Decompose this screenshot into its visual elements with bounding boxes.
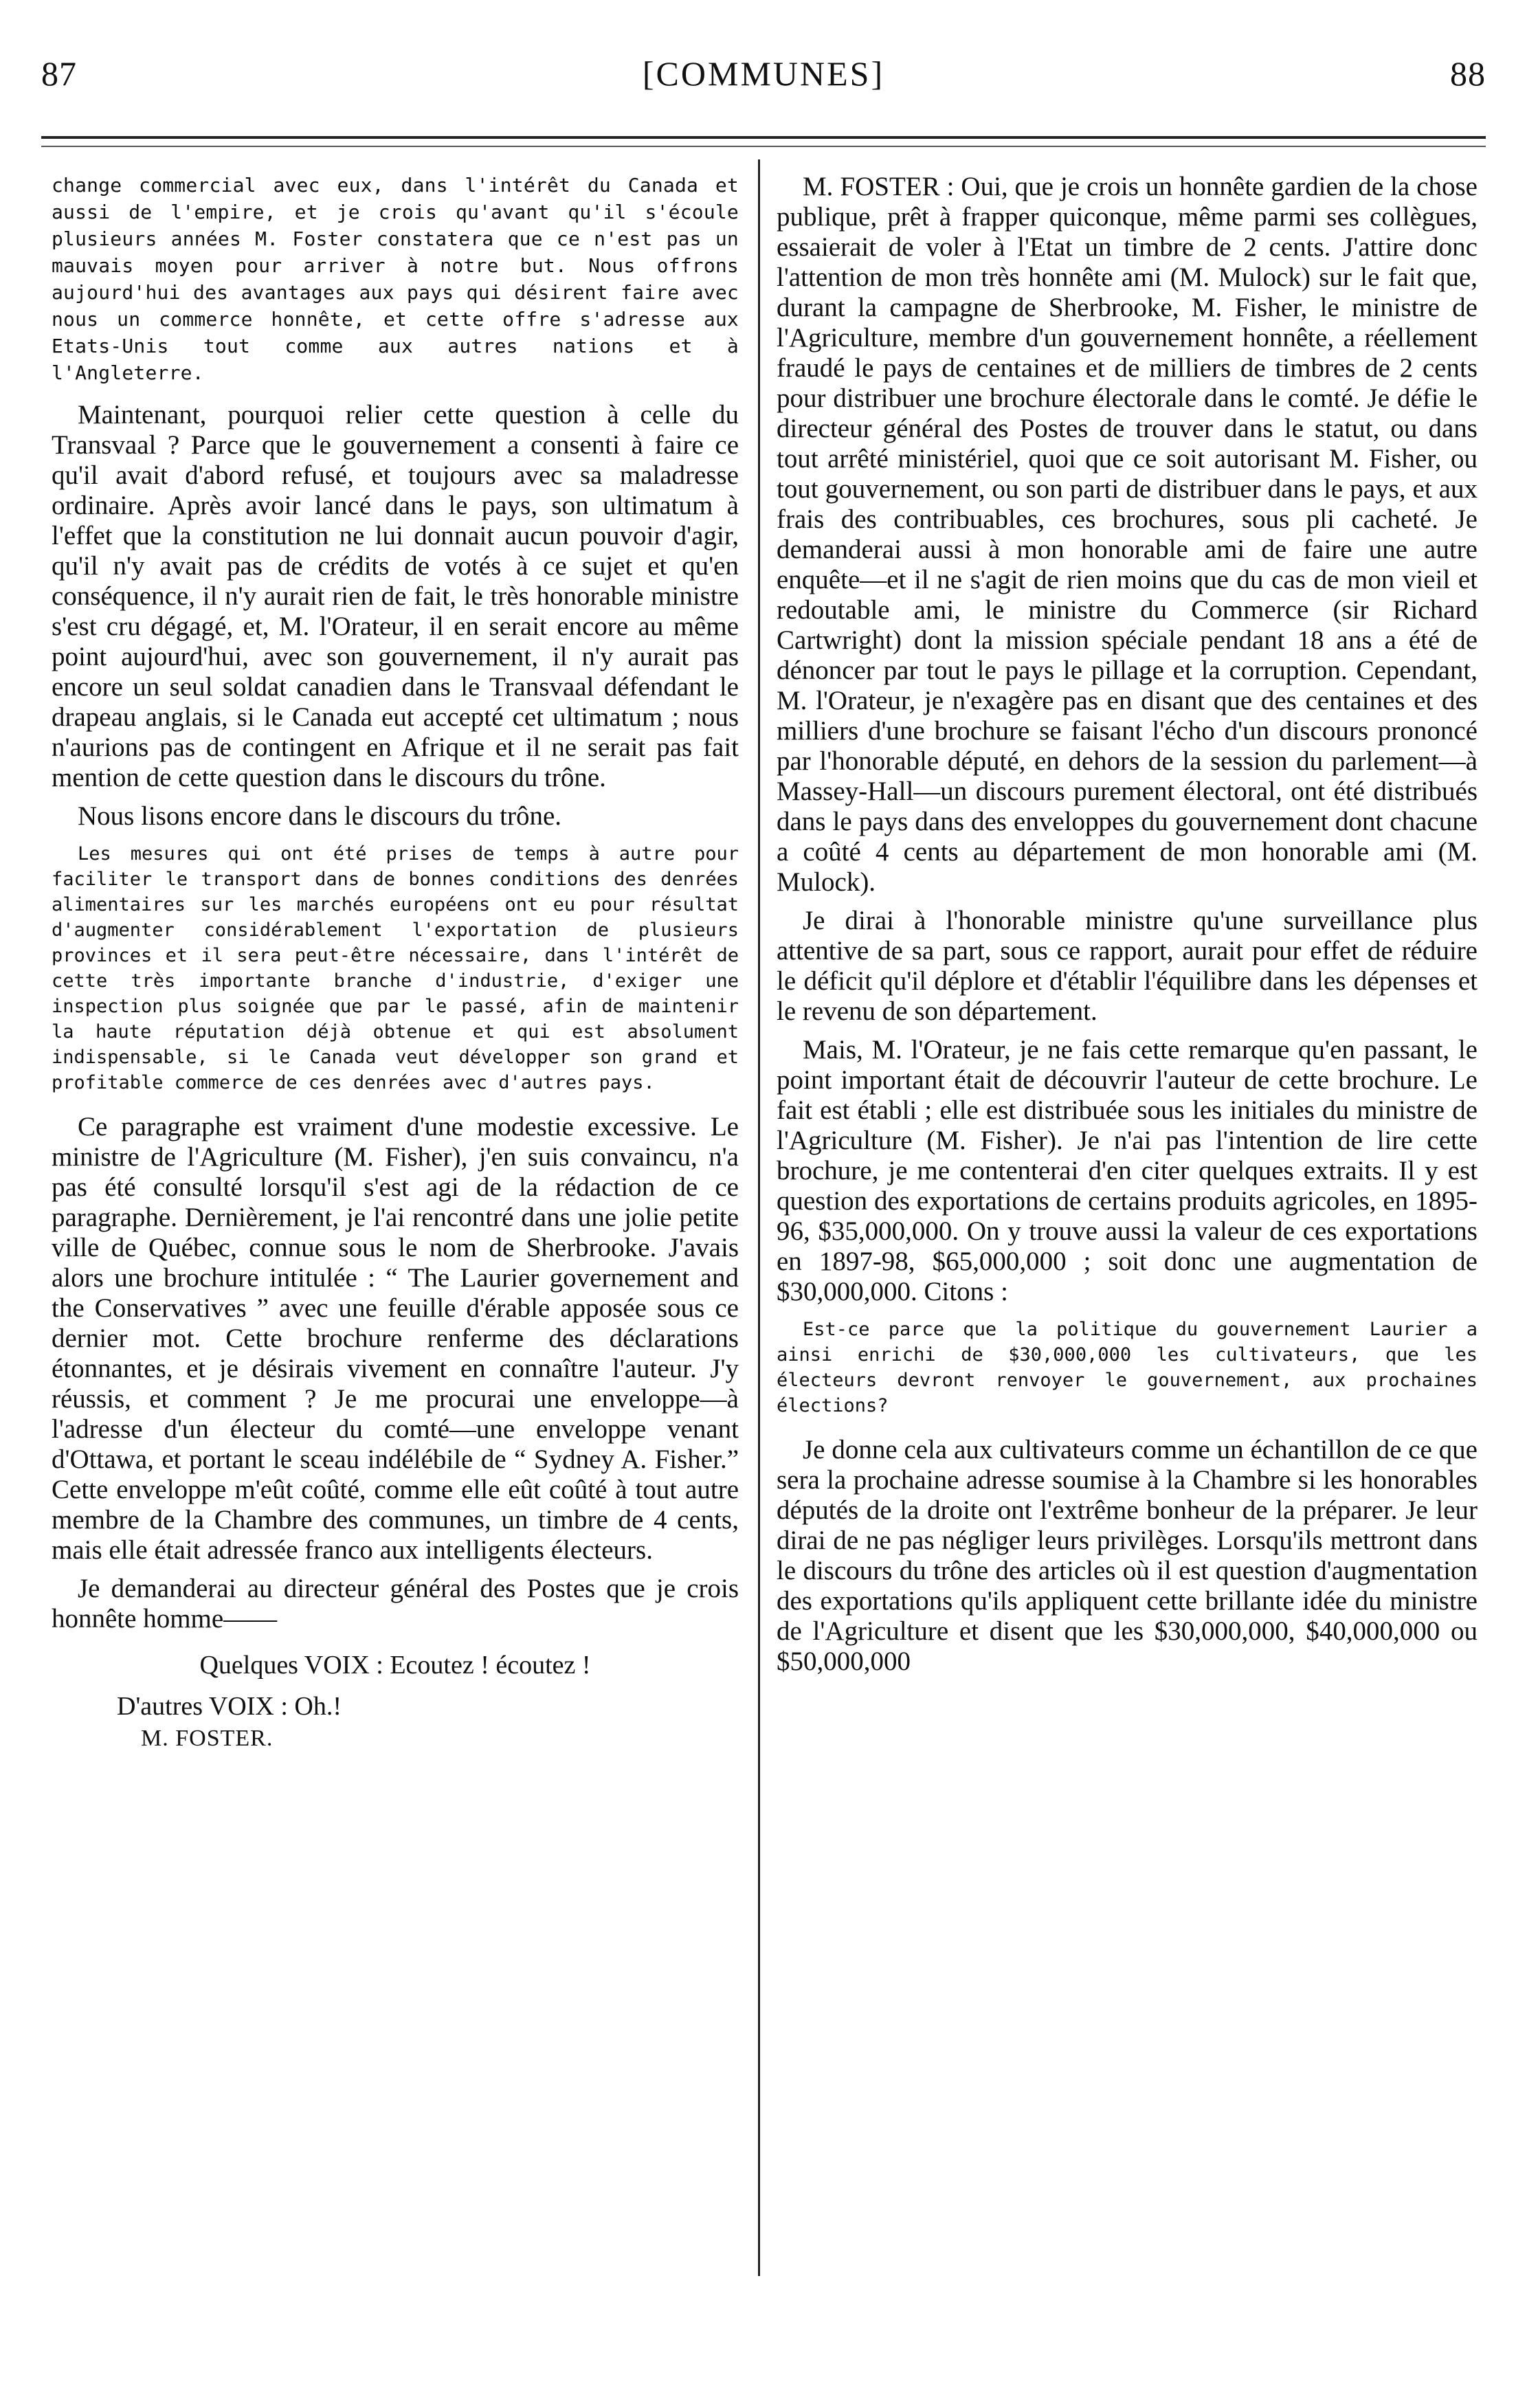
right-quotation: Est-ce parce que la politique du gouvernement Laurier a ainsi enrichi de $30,000,000 les cultivateurs, que les électeurs devront renvoyer le gouvernement, aux prochaines élections? [777,1319,1478,1416]
right-paragraph-2: Je dirai à l'honorable ministre qu'une surveillance plus attentive de sa part, sous ce rapport, aurait pour effet de réduire le déficit qu'il déplore et d'établir l'équilibre dans les dépenses et le revenu de son département. [777,906,1478,1026]
right-paragraph-1: M. FOSTER : Oui, que je crois un honnête gardien de la chose publique, prêt à frapper quiconque, même parmi ses collègues, essaierait de voler à l'Etat un timbre de 2 cents. J'attire donc l'attention de mon très honnête ami (M. Mulock) sur le fait que, durant la campagne de Sherbrooke, M. Fisher, le ministre de l'Agriculture, membre d'un gouvernement honnête, a réellement fraudé le pays de centaines et de milliers de timbres de 2 cents pour distribuer une brochure électorale dans le comté. Je défie le directeur général des Postes de trouver dans le statut, ou dans tout arrêté ministériel, quoi que ce soit autorisant M. Fisher, ou tout gouvernement, ou son parti de distribuer dans le pays, et aux frais des contribuables, ces brochures, sous pli cacheté. Je demanderai aussi à mon honorable ami de faire une autre enquête—et il ne s'agit de rien moins que du cas de mon vieil et redoutable ami, le ministre du Commerce (sir Richard Cartwright) dont la mission spéciale pendant 18 ans a été de dénoncer par tout le pays le pillage et la corruption. Cependant, M. l'Orateur, je n'exagère pas en disant que des centaines et des milliers d'une brochure se faisant l'écho d'un discours prononcé par l'honorable député, en dehors de la session du parlement—à Massey-Hall—un discours purement électoral, ont été distribués dans le pays dans des enveloppes du gouvernement dont chacune a coûté 4 cents au département de mon honorable ami (M. Mulock). [777,172,1478,897]
header-title: [COMMUNES] [642,54,885,93]
left-quotation: Les mesures qui ont été prises de temps à autre pour faciliter le transport dans de bonnes conditions des denrées alimentaires sur les marchés européens ont eu pour résultat d'augmenter considérablement l'exportation de plusieurs provinces et il sera peut-être nécessaire, dans l'intérêt de cette très importante branche d'industrie, d'exiger une inspection plus soignée que par le passé, afin de maintenir la haute réputation déjà obtenue et qui est absolument indispensable, si le Canada veut développer son grand et profitable commerce de ces denrées avec d'autres pays. [52,843,739,1093]
left-page-number: 87 [41,54,77,93]
speaker-name: M. FOSTER. [141,1726,274,1751]
right-column [777,172,1478,2385]
left-column [52,172,739,2385]
page-header [41,54,1486,95]
voices-line-1: Quelques VOIX : Ecoutez ! écoutez ! [199,1651,591,1680]
right-page-number: 88 [1450,54,1486,93]
right-paragraph-3: Mais, M. l'Orateur, je ne fais cette remarque qu'en passant, le point important était de découvrir l'auteur de cette brochure. Le fait est établi ; elle est distribuée sous les initiales du ministre de l'Agriculture (M. Fisher). Je n'ai pas l'intention de lire cette brochure, je me contenterai d'en citer quelques extraits. Il y est question des exportations de certains produits agricoles, en 1895-96, $35,000,000. On y trouve aussi la valeur de ces exportations en 1897-98, $65,000,000 ; soit donc une augmentation de $30,000,000. Citons : [777,1035,1478,1306]
left-paragraph-4: Ce paragraphe est vraiment d'une modestie excessive. Le ministre de l'Agriculture (M. Fisher), j'en suis convaincu, n'a pas été consulté lorsqu'il s'est agi de la rédaction de ce paragraphe. Dernièrement, je l'ai rencontré dans une jolie petite ville de Québec, connue sous le nom de Sherbrooke. J'avais alors une brochure intitulée : “ The Laurier governement and the Conservatives ” avec une feuille d'érable apposée sous ce dernier mot. Cette brochure renferme des déclarations étonnantes, et je désirais vivement en connaître l'auteur. J'y réussis, et comment ? Je me procurai une enveloppe—à l'adresse d'un électeur du comté—une enveloppe venant d'Ottawa, et portant le sceau indélébile de “ Sydney A. Fisher.” Cette enveloppe m'eût coûté, comme elle eût coûté à tout autre membre de la Chambre des communes, un timbre de 4 cents, mais elle était adressée franco aux intelligents électeurs. [52,1112,739,1565]
header-rule-thick [41,136,1486,139]
left-paragraph-2: Maintenant, pourquoi relier cette question à celle du Transvaal ? Parce que le gouvernement a consenti à faire ce qu'il avait d'abord refusé, et toujours avec sa maladresse ordinaire. Après avoir lancé dans le pays, son ultimatum à l'effet que la constitution ne lui donnait aucun pouvoir d'agir, qu'il n'y avait pas de crédits de votés à ce sujet et qu'en conséquence, il n'y aurait rien de fait, le très honorable ministre s'est cru dégagé, et, M. l'Orateur, il en serait encore au même point aujourd'hui, avec son gouvernement, il n'y aurait pas encore un seul soldat canadien dans le Transvaal défendant le drapeau anglais, si le Canada eut accepté cet ultimatum ; nous n'aurions pas de contingent en Afrique et il ne serait pas fait mention de cette question dans le discours du trône. [52,400,739,792]
voices-line-2: D'autres VOIX : Oh.! [117,1692,342,1721]
right-paragraph-4: Je donne cela aux cultivateurs comme un échantillon de ce que sera la prochaine adresse soumise à la Chambre si les honorables députés de la droite ont l'extrême bonheur de la préparer. Je leur dirai de ne pas négliger leurs privilèges. Lorsqu'ils mettront dans le discours du trône des articles où il est question d'augmentation des exportations qu'ils appliquent cette brillante idée du ministre de l'Agriculture et disent que les $30,000,000, $40,000,000 ou $50,000,000 [777,1435,1478,1676]
left-paragraph-5: Je demanderai au directeur général des Postes que je crois honnête homme—— [52,1574,739,1634]
header-rule-thin [41,146,1486,147]
left-paragraph-1: change commercial avec eux, dans l'intérêt du Canada et aussi de l'empire, et je crois qu'avant qu'il s'écoule plusieurs années M. Foster constatera que ce n'est pas un mauvais moyen pour arriver à notre but. Nous offrons aujourd'hui des avantages aux pays qui désirent faire avec nous un commerce honnête, et cette offre s'adresse aux Etats-Unis tout comme aux autres nations et à l'Angleterre. [52,174,739,384]
left-paragraph-3: Nous lisons encore dans le discours du trône. [78,801,562,831]
column-divider [758,159,760,2276]
